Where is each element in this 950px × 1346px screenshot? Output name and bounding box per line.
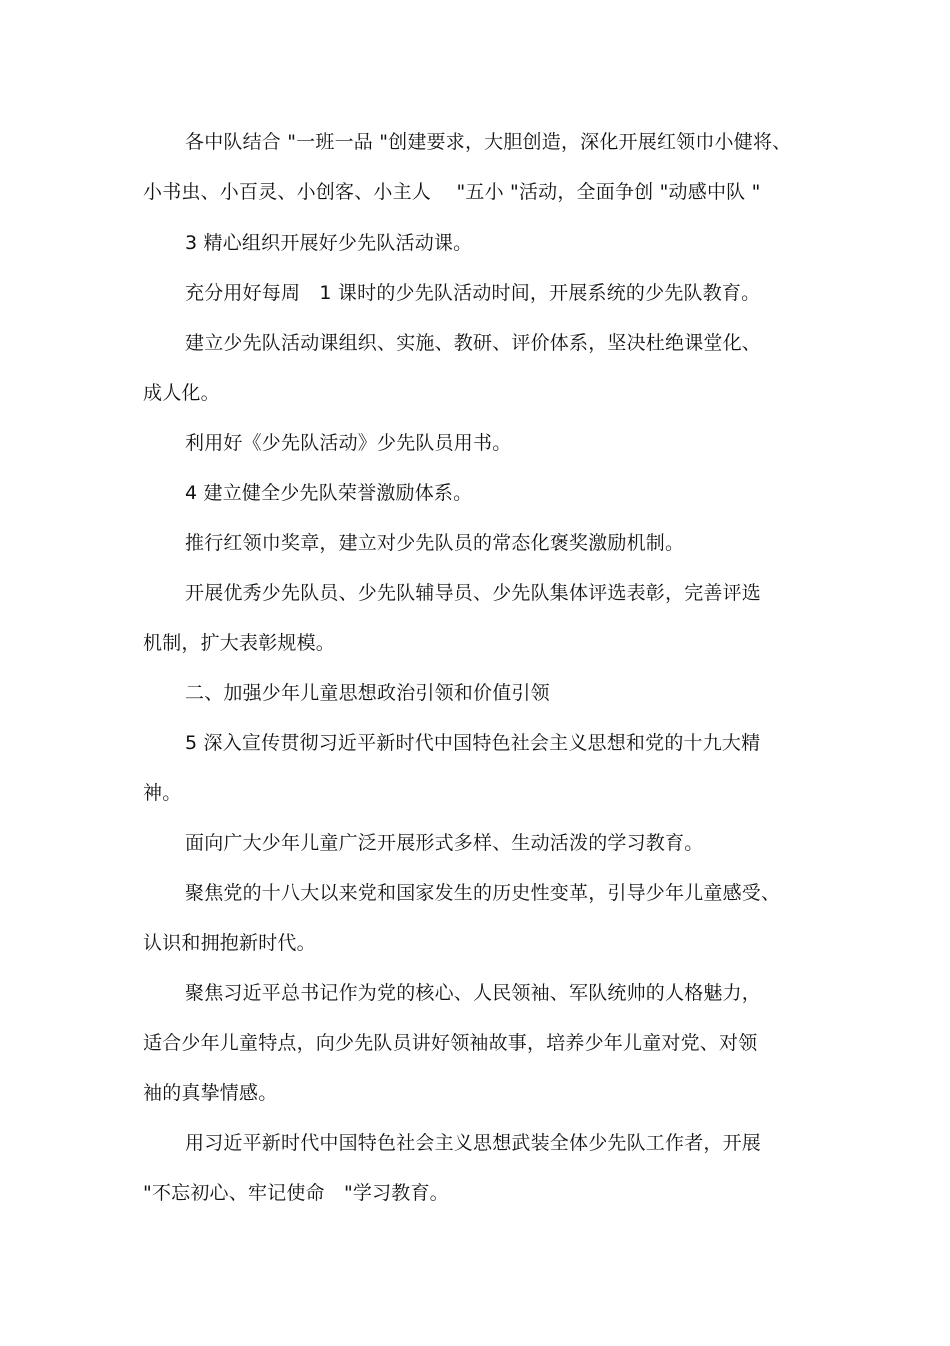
paragraph-line: 成人化。 — [143, 382, 220, 404]
paragraph-line: 推行红领巾奖章，建立对少先队员的常态化褒奖激励机制。 — [185, 532, 685, 554]
paragraph-line: 机制，扩大表彰规模。 — [143, 632, 336, 654]
paragraph-line: 适合少年儿童特点，向少先队员讲好领袖故事，培养少年儿童对党、对领 — [143, 1032, 758, 1054]
section-heading: 4 建立健全少先队荣誉激励体系。 — [185, 482, 473, 504]
paragraph-line: 袖的真挚情感。 — [143, 1082, 278, 1104]
paragraph-line: 建立少先队活动课组织、实施、教研、评价体系，坚决杜绝课堂化、 — [185, 332, 762, 354]
paragraph-line: 开展优秀少先队员、少先队辅导员、少先队集体评选表彰，完善评选 — [185, 582, 762, 604]
paragraph-line: 聚焦党的十八大以来党和国家发生的历史性变革，引导少年儿童感受、 — [185, 882, 781, 904]
paragraph-line: 利用好《少先队活动》少先队员用书。 — [185, 432, 512, 454]
section-heading: 二、加强少年儿童思想政治引领和价值引领 — [185, 682, 550, 704]
section-heading: 5 深入宣传贯彻习近平新时代中国特色社会主义思想和党的十九大精 — [185, 732, 761, 754]
paragraph-line: "不忘初心、牢记使命 "学习教育。 — [143, 1182, 449, 1204]
paragraph-line: 面向广大少年儿童广泛开展形式多样、生动活泼的学习教育。 — [185, 832, 704, 854]
paragraph-line: 神。 — [143, 782, 182, 804]
section-heading: 3 精心组织开展好少先队活动课。 — [185, 232, 473, 254]
paragraph-line: 小书虫、小百灵、小创客、小主人 "五小 "活动，全面争创 "动感中队 " — [143, 181, 761, 203]
paragraph-line: 充分用好每周 1 课时的少先队活动时间，开展系统的少先队教育。 — [185, 282, 761, 304]
paragraph-line: 用习近平新时代中国特色社会主义思想武装全体少先队工作者，开展 — [185, 1132, 762, 1154]
paragraph-line: 各中队结合 "一班一品 "创建要求，大胆创造，深化开展红领巾小健将、 — [185, 131, 792, 153]
paragraph-line: 认识和拥抱新时代。 — [143, 932, 316, 954]
paragraph-line: 聚焦习近平总书记作为党的核心、人民领袖、军队统帅的人格魅力， — [185, 982, 762, 1004]
